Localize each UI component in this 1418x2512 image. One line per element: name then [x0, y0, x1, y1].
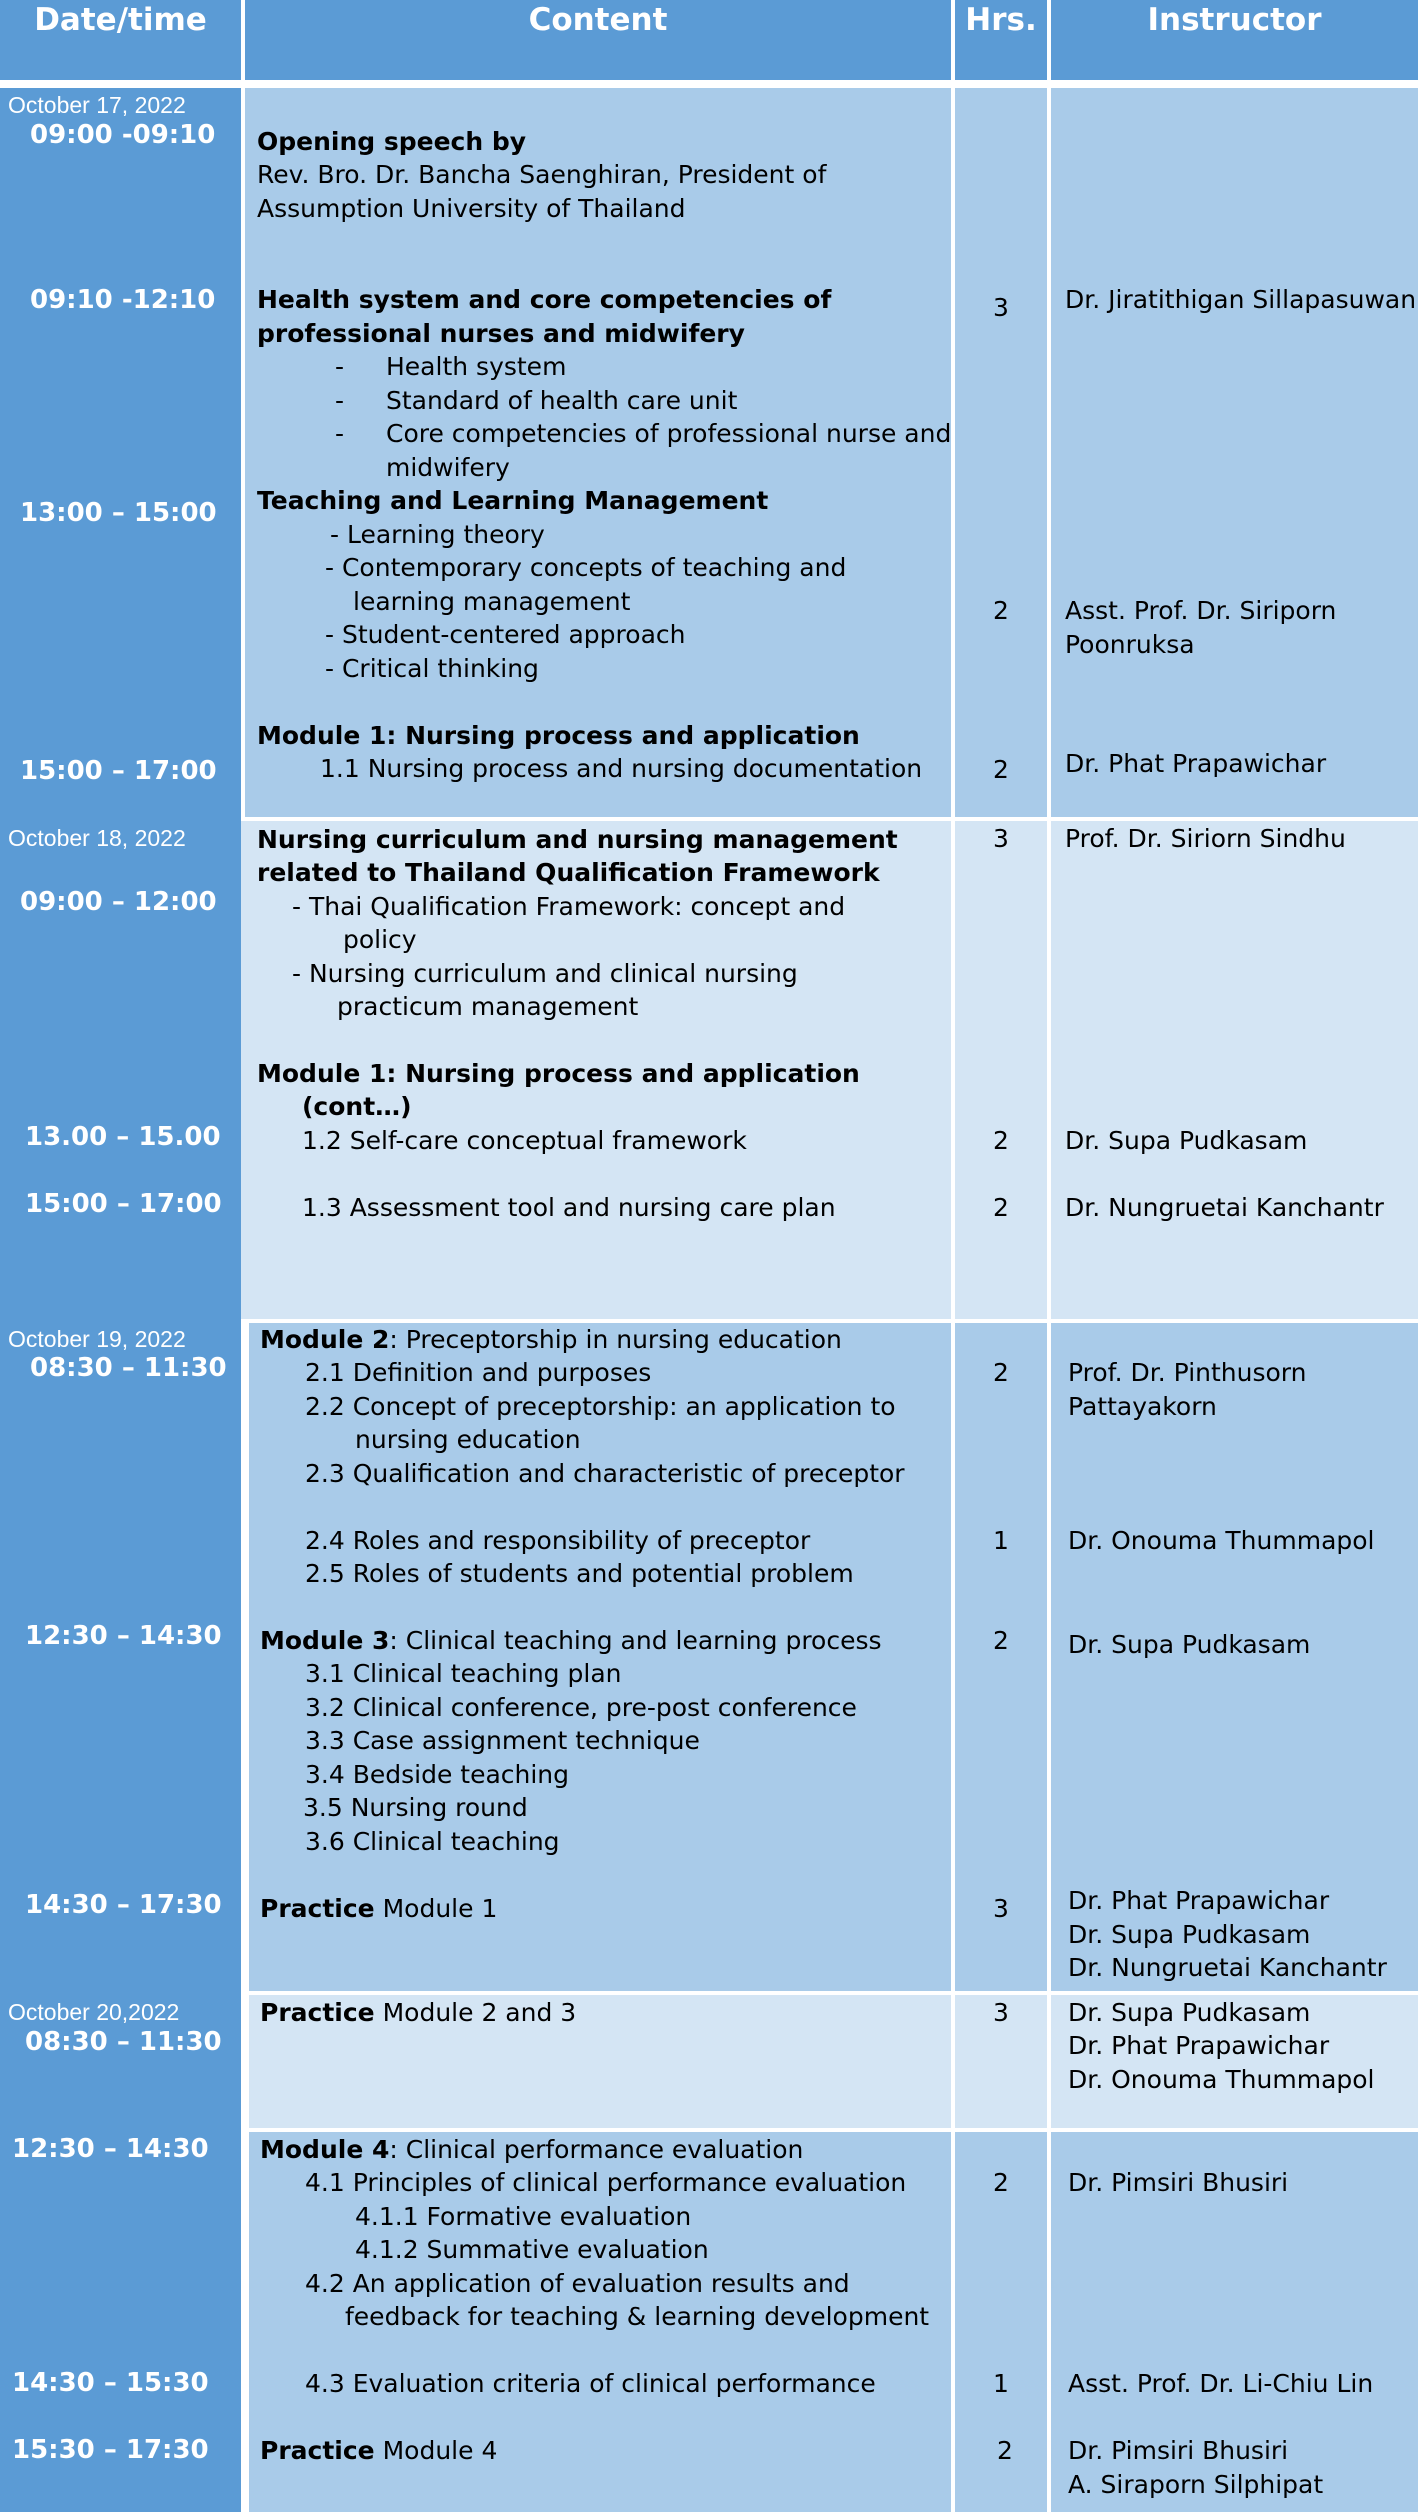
list-item: 4.2 An application of evaluation results and	[305, 2269, 850, 2298]
list-item: 4.1 Principles of clinical performance evaluation	[305, 2168, 907, 2197]
list-item: 4.3 Evaluation criteria of clinical performance	[305, 2369, 876, 2398]
list-item: 3.3 Case assignment technique	[305, 1726, 700, 1755]
module-3-hrs: 2	[993, 1626, 1009, 1655]
oct19-time-1: 08:30 – 11:30	[30, 1353, 227, 1383]
module-2-instructor-1: Prof. Dr. Pinthusorn	[1068, 1358, 1307, 1387]
module-4-3-instructor: Asst. Prof. Dr. Li-Chiu Lin	[1068, 2369, 1374, 2398]
oct17-time-2: 09:10 -12:10	[30, 285, 216, 315]
header-content: Content	[245, 0, 951, 80]
practice-4-instructor-1: Dr. Pimsiri Bhusiri	[1068, 2436, 1289, 2465]
curriculum-title-1: Nursing curriculum and nursing management	[257, 825, 898, 854]
oct20-time-2: 12:30 – 14:30	[12, 2134, 209, 2164]
list-item: - Critical thinking	[325, 654, 539, 683]
oct17-date: October 17, 2022	[8, 92, 186, 118]
practice-1-hrs: 3	[993, 1894, 1009, 1923]
oct20-time-4: 15:30 – 17:30	[12, 2435, 209, 2465]
oct20-time-1: 08:30 – 11:30	[25, 2027, 222, 2057]
module-3-title: Module 3: Clinical teaching and learning process	[260, 1626, 882, 1655]
oct18-time-3: 15:00 – 17:00	[25, 1189, 222, 1219]
module-2-b-instructor: Dr. Onouma Thummapol	[1068, 1526, 1375, 1555]
oct20-time-3: 14:30 – 15:30	[12, 2368, 209, 2398]
list-item: 3.1 Clinical teaching plan	[305, 1659, 622, 1688]
list-item: 1.3 Assessment tool and nursing care plan	[302, 1193, 836, 1222]
teaching-hrs: 2	[993, 596, 1009, 625]
list-item: Standard of health care unit	[386, 386, 738, 415]
list-item: practicum management	[337, 992, 639, 1021]
header-instructor: Instructor	[1051, 0, 1418, 80]
module-1-3-hrs: 2	[993, 1193, 1009, 1222]
list-item: - Contemporary concepts of teaching and	[325, 553, 847, 582]
practice-4-instructor-2: A. Siraporn Silphipat	[1068, 2470, 1324, 2499]
list-item: 3.4 Bedside teaching	[305, 1760, 570, 1789]
health-instructor: Dr. Jiratithigan Sillapasuwan	[1065, 285, 1417, 314]
list-item: learning management	[353, 587, 631, 616]
opening-line-2: Assumption University of Thailand	[257, 194, 686, 223]
list-item: 2.5 Roles of students and potential problem	[305, 1559, 854, 1588]
list-dash: -	[335, 352, 345, 381]
oct19-time-3: 14:30 – 17:30	[25, 1890, 222, 1920]
list-item: - Thai Qualification Framework: concept and	[292, 892, 846, 921]
practice-1-title: Practice Module 1	[260, 1894, 498, 1923]
practice-2-3-title: Practice Module 2 and 3	[260, 1998, 577, 2027]
list-item: Health system	[386, 352, 567, 381]
practice-2-3-instructor-2: Dr. Phat Prapawichar	[1068, 2031, 1330, 2060]
list-item: Core competencies of professional nurse and	[386, 419, 952, 448]
list-item: policy	[343, 925, 417, 954]
health-title-1: Health system and core competencies of	[257, 285, 832, 314]
list-item: 3.6 Clinical teaching	[305, 1827, 560, 1856]
practice-4-hrs: 2	[997, 2436, 1013, 2465]
module-4-3-hrs: 1	[993, 2369, 1009, 2398]
list-item: 1.1 Nursing process and nursing documentation	[320, 754, 923, 783]
list-item: - Learning theory	[330, 520, 545, 549]
curriculum-hrs: 3	[993, 824, 1009, 853]
oct18-time-2: 13.00 – 15.00	[25, 1122, 221, 1152]
practice-1-instructor-1: Dr. Phat Prapawichar	[1068, 1886, 1330, 1915]
list-dash: -	[335, 386, 345, 415]
curriculum-instructor: Prof. Dr. Siriorn Sindhu	[1065, 824, 1346, 853]
module-2-b-hrs: 1	[993, 1526, 1009, 1555]
oct17-time-1: 09:00 -09:10	[30, 120, 216, 150]
list-item: 4.1.1 Formative evaluation	[355, 2202, 692, 2231]
oct18-instructor-cell	[1051, 821, 1418, 1319]
list-item: 2.4 Roles and responsibility of preceptor	[305, 1526, 811, 1555]
module-1-title: Module 1: Nursing process and application	[257, 721, 860, 750]
oct18-date: October 18, 2022	[8, 825, 186, 851]
list-item: - Nursing curriculum and clinical nursing	[292, 959, 798, 988]
list-item: 3.2 Clinical conference, pre-post conference	[305, 1693, 857, 1722]
module-1-hrs: 2	[993, 755, 1009, 784]
module-1-2-hrs: 2	[993, 1126, 1009, 1155]
list-item: 2.1 Definition and purposes	[305, 1358, 652, 1387]
teaching-instructor-2: Poonruksa	[1065, 630, 1195, 659]
module-2-hrs: 2	[993, 1358, 1009, 1387]
module-1-2-instructor: Dr. Supa Pudkasam	[1065, 1126, 1308, 1155]
list-item: 1.2 Self-care conceptual framework	[302, 1126, 747, 1155]
oct18-time-1: 09:00 – 12:00	[20, 887, 217, 917]
module-4-instructor: Dr. Pimsiri Bhusiri	[1068, 2168, 1289, 2197]
oct18-hrs-cell	[955, 821, 1047, 1319]
curriculum-title-2: related to Thailand Qualification Framework	[257, 858, 880, 887]
oct17-time-3: 13:00 – 15:00	[20, 498, 217, 528]
list-item: - Student-centered approach	[325, 620, 686, 649]
opening-title: Opening speech by	[257, 127, 527, 156]
list-item: 2.3 Qualification and characteristic of preceptor	[305, 1459, 905, 1488]
module-2-instructor-2: Pattayakorn	[1068, 1392, 1217, 1421]
list-dash: -	[335, 419, 345, 448]
list-item: nursing education	[355, 1425, 581, 1454]
practice-1-instructor-2: Dr. Supa Pudkasam	[1068, 1920, 1311, 1949]
module-4-title: Module 4: Clinical performance evaluation	[260, 2135, 804, 2164]
practice-1-instructor-3: Dr. Nungruetai Kanchantr	[1068, 1953, 1387, 1982]
practice-2-3-instructor-3: Dr. Onouma Thummapol	[1068, 2065, 1375, 2094]
module-1-cont-title-1: Module 1: Nursing process and application	[257, 1059, 860, 1088]
list-item: 3.5 Nursing round	[303, 1793, 528, 1822]
oct19-date: October 19, 2022	[8, 1326, 186, 1352]
list-item: midwifery	[386, 453, 510, 482]
module-1-3-instructor: Dr. Nungruetai Kanchantr	[1065, 1193, 1384, 1222]
practice-2-3-instructor-1: Dr. Supa Pudkasam	[1068, 1998, 1311, 2027]
module-1-cont-title-2: (cont…)	[302, 1092, 412, 1121]
oct17-time-4: 15:00 – 17:00	[20, 756, 217, 786]
teaching-instructor-1: Asst. Prof. Dr. Siriporn	[1065, 596, 1337, 625]
practice-2-3-hrs: 3	[993, 1998, 1009, 2027]
list-item: feedback for teaching & learning development	[345, 2302, 930, 2331]
oct17-instructor-cell	[1051, 88, 1418, 817]
list-item: 4.1.2 Summative evaluation	[355, 2235, 709, 2264]
header-hrs: Hrs.	[955, 0, 1047, 80]
oct17-hrs-cell	[955, 88, 1047, 817]
oct20-date: October 20,2022	[8, 1999, 180, 2025]
module-4-hrs: 2	[993, 2168, 1009, 2197]
module-2-title: Module 2: Preceptorship in nursing education	[260, 1325, 842, 1354]
list-item: 2.2 Concept of preceptorship: an application to	[305, 1392, 896, 1421]
oct19-time-2: 12:30 – 14:30	[25, 1621, 222, 1651]
practice-4-title: Practice Module 4	[260, 2436, 498, 2465]
opening-line-1: Rev. Bro. Dr. Bancha Saenghiran, President of	[257, 160, 827, 189]
module-3-instructor: Dr. Supa Pudkasam	[1068, 1630, 1311, 1659]
module-1-instructor: Dr. Phat Prapawichar	[1065, 749, 1327, 778]
teaching-title: Teaching and Learning Management	[257, 486, 769, 515]
health-title-2: professional nurses and midwifery	[257, 319, 745, 348]
header-date: Date/time	[0, 0, 241, 80]
health-hrs: 3	[993, 293, 1009, 322]
